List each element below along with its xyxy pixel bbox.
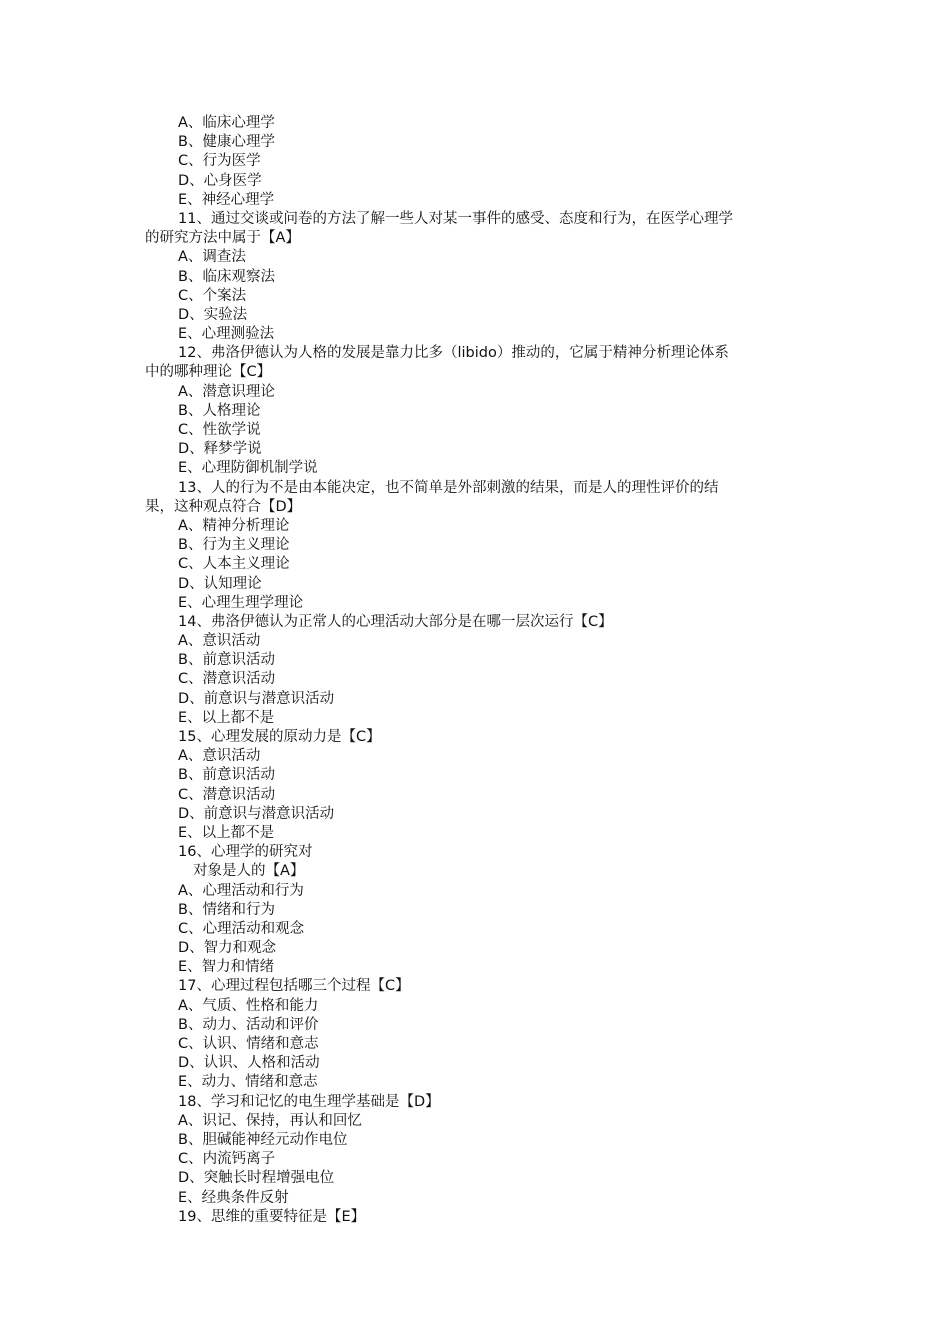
document-line: C、行为医学 bbox=[178, 153, 261, 170]
document-line: C、人本主义理论 bbox=[178, 556, 290, 573]
document-line: A、精神分析理论 bbox=[178, 517, 290, 534]
document-line: C、内流钙离子 bbox=[178, 1151, 276, 1168]
document-line: B、动力、活动和评价 bbox=[178, 1016, 319, 1033]
document-line: 对象是人的【A】 bbox=[193, 863, 305, 880]
document-line: 18、学习和记忆的电生理学基础是【D】 bbox=[178, 1093, 440, 1110]
document-line: B、临床观察法 bbox=[178, 268, 275, 285]
document-line: D、智力和观念 bbox=[178, 940, 277, 957]
document-line: 12、弗洛伊德认为人格的发展是靠力比多（libido）推动的，它属于精神分析理论体系 bbox=[178, 345, 729, 362]
document-line: A、潜意识理论 bbox=[178, 383, 275, 400]
document-line: C、潜意识活动 bbox=[178, 786, 276, 803]
document-line: B、前意识活动 bbox=[178, 652, 275, 669]
document-line: 16、心理学的研究对 bbox=[178, 844, 313, 861]
document-line: E、心理防御机制学说 bbox=[178, 460, 318, 477]
document-line: D、释梦学说 bbox=[178, 441, 262, 458]
document-line: D、前意识与潜意识活动 bbox=[178, 690, 335, 707]
document-line: E、以上都不是 bbox=[178, 824, 275, 841]
document-line: B、胆碱能神经元动作电位 bbox=[178, 1131, 348, 1148]
document-line: E、神经心理学 bbox=[178, 191, 275, 208]
document-line: B、前意识活动 bbox=[178, 767, 275, 784]
document-line: A、心理活动和行为 bbox=[178, 882, 304, 899]
document-line: C、心理活动和观念 bbox=[178, 920, 305, 937]
document-line: 的研究方法中属于【A】 bbox=[145, 230, 300, 247]
document-line: A、意识活动 bbox=[178, 633, 261, 650]
document-line: 14、弗洛伊德认为正常人的心理活动大部分是在哪一层次运行【C】 bbox=[178, 613, 613, 630]
document-line: 17、心理过程包括哪三个过程【C】 bbox=[178, 978, 410, 995]
document-line: C、认识、情绪和意志 bbox=[178, 1036, 319, 1052]
document-line: A、识记、保持，再认和回忆 bbox=[178, 1112, 362, 1129]
document-line: E、心理生理学理论 bbox=[178, 594, 304, 611]
document-line: C、潜意识活动 bbox=[178, 671, 276, 688]
document-line: D、实验法 bbox=[178, 306, 248, 323]
document-line: D、认识、人格和活动 bbox=[178, 1055, 320, 1072]
document-line: A、意识活动 bbox=[178, 748, 261, 765]
document-line: B、情绪和行为 bbox=[178, 901, 275, 918]
document-line: E、智力和情绪 bbox=[178, 959, 275, 976]
document-line: 13、人的行为不是由本能决定，也不简单是外部刺激的结果，而是人的理性评价的结 bbox=[178, 479, 719, 496]
document-line: B、人格理论 bbox=[178, 402, 261, 419]
document-line: 15、心理发展的原动力是【C】 bbox=[178, 729, 381, 745]
document-line: A、临床心理学 bbox=[178, 115, 275, 131]
document-line: E、经典条件反射 bbox=[178, 1189, 289, 1206]
document-line: A、气质、性格和能力 bbox=[178, 997, 319, 1014]
document-line: C、个案法 bbox=[178, 287, 247, 304]
document-line: D、前意识与潜意识活动 bbox=[178, 805, 335, 822]
document-line: B、行为主义理论 bbox=[178, 537, 290, 554]
document-line: B、健康心理学 bbox=[178, 134, 275, 151]
document-line: 中的哪种理论【C】 bbox=[145, 364, 272, 381]
document-line: 19、思维的重要特征是【E】 bbox=[178, 1208, 366, 1225]
document-line: C、性欲学说 bbox=[178, 422, 261, 438]
document-line: 果，这种观点符合【D】 bbox=[145, 498, 302, 515]
document-line: D、心身医学 bbox=[178, 172, 262, 189]
document-line: 11、通过交谈或问卷的方法了解一些人对某一事件的感受、态度和行为，在医学心理学 bbox=[178, 210, 733, 227]
document-line: D、突触长时程增强电位 bbox=[178, 1170, 335, 1187]
document-line: E、动力、情绪和意志 bbox=[178, 1074, 318, 1091]
document-line: A、调查法 bbox=[178, 249, 246, 266]
document-line: E、以上都不是 bbox=[178, 709, 275, 726]
document-line: D、认知理论 bbox=[178, 575, 262, 592]
document-page bbox=[145, 114, 810, 1227]
document-line: E、心理测验法 bbox=[178, 326, 275, 343]
